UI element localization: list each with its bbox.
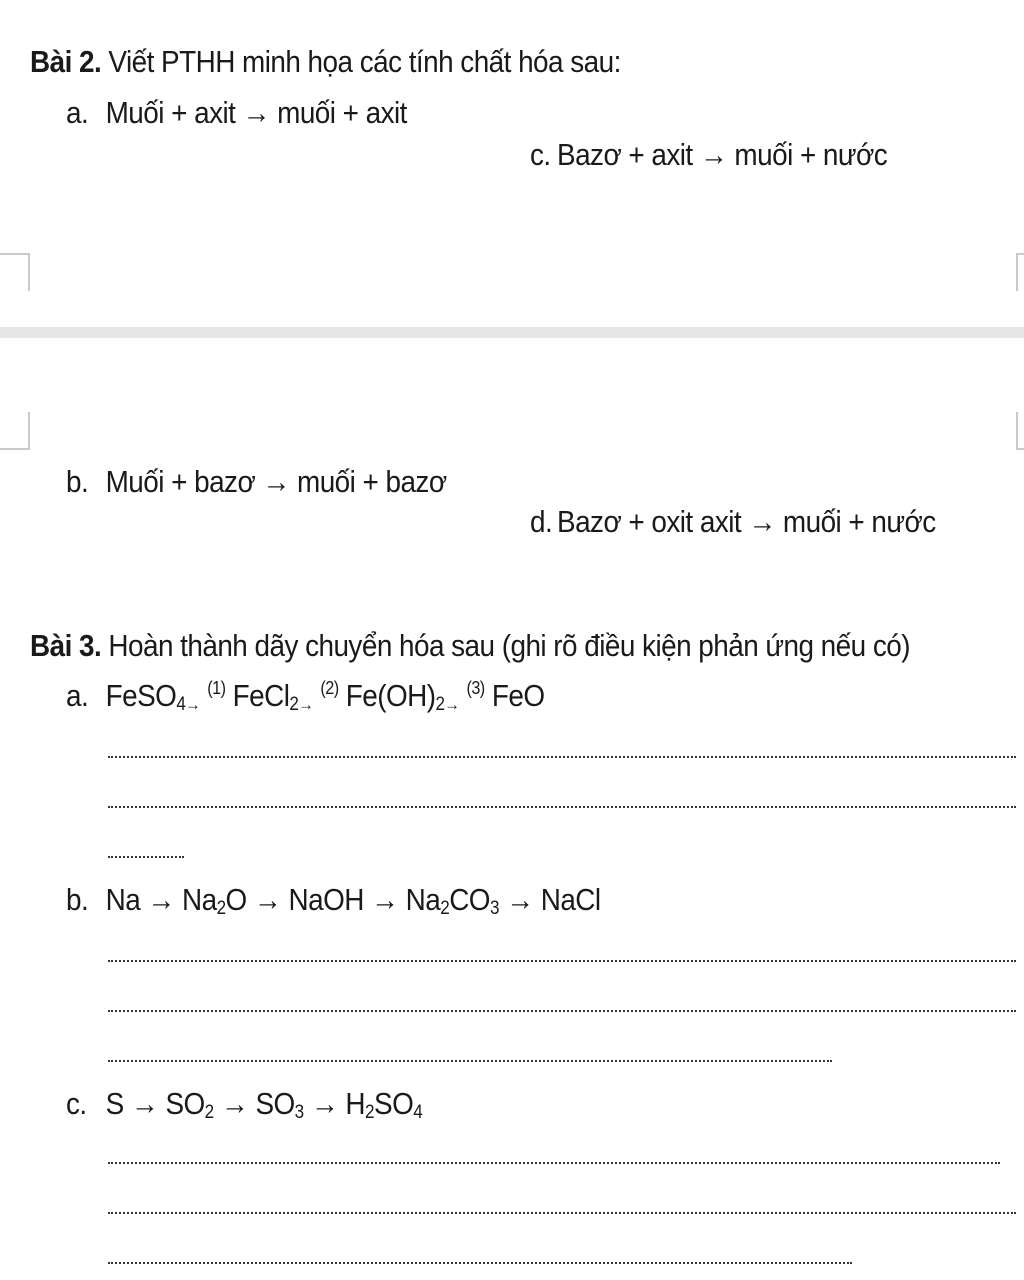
bai2-item-b	[66, 464, 447, 500]
answer-line-c3[interactable]	[108, 1262, 852, 1264]
answer-line-b1[interactable]	[108, 960, 1016, 962]
bai3-item-c	[66, 1086, 422, 1124]
bai2-b-text: Muối + bazơ → muối + bazơ	[105, 464, 447, 499]
bai2-c-text: Bazơ + axit → muối + nước	[557, 137, 888, 172]
bai3-c-label: c.	[66, 1086, 87, 1121]
bai3-a-n2: (2)	[320, 678, 339, 698]
bai3-a-s2-sub: 2	[289, 694, 299, 715]
bai3-c-p4-sub: 4	[413, 1102, 423, 1123]
bai3-a-arrow-2: →	[298, 695, 314, 714]
bai3-a-n3: (3)	[466, 678, 485, 698]
bai2-title-bold: Bài 2.	[30, 44, 102, 79]
bai3-title-text: Hoàn thành dãy chuyển hóa sau (ghi rõ điều kiện phản ứng nếu có)	[101, 628, 910, 663]
bai3-a-n1: (1)	[207, 678, 226, 698]
bai3-c-p3-sub: 2	[365, 1102, 375, 1123]
bai2-item-d	[530, 504, 936, 540]
bai3-a-label: a.	[66, 678, 89, 713]
bai3-a-s3: Fe(OH)	[345, 678, 436, 713]
answer-line-c1[interactable]	[108, 1162, 1000, 1164]
bai3-a-s1-sub: 4	[176, 694, 186, 715]
bai2-d-text: Bazơ + oxit axit → muối + nước	[557, 504, 936, 539]
bai3-b-p3: CO	[449, 882, 490, 917]
bai3-b-p3-sub: 3	[489, 898, 499, 919]
crop-mark-top-left	[0, 253, 30, 291]
bai2-title	[30, 44, 621, 80]
answer-line-c2[interactable]	[108, 1212, 1016, 1214]
bai2-item-c	[530, 137, 887, 173]
answer-line-a1[interactable]	[108, 756, 1016, 758]
page-break-gap	[0, 327, 1024, 338]
bai3-a-arrow-1: →	[185, 695, 201, 714]
bai2-a-label: a.	[66, 95, 89, 130]
bai3-c-p4: SO	[374, 1086, 414, 1121]
bai3-a-arrow-3: →	[444, 695, 460, 714]
bai3-item-b	[66, 882, 601, 920]
bai3-c-p2: → SO	[213, 1086, 295, 1121]
bai2-a-text: Muối + axit → muối + axit	[105, 95, 407, 130]
answer-line-a2[interactable]	[108, 806, 1016, 808]
bai3-b-p4: → NaCl	[498, 882, 601, 917]
bai2-b-label: b.	[66, 464, 89, 499]
bai3-a-s4: FeO	[491, 678, 545, 713]
bai3-a-s1: FeSO	[105, 678, 177, 713]
bai2-title-text: Viết PTHH minh họa các tính chất hóa sau:	[101, 44, 621, 79]
answer-line-a3[interactable]	[108, 856, 184, 858]
bai3-b-p2: O → NaOH → Na	[225, 882, 441, 917]
answer-line-b3[interactable]	[108, 1060, 832, 1062]
bai3-title	[30, 628, 910, 664]
bai3-b-p1: Na → Na	[105, 882, 217, 917]
bai3-b-p2-sub: 2	[440, 898, 450, 919]
bai2-c-label: c.	[530, 137, 551, 172]
bai3-title-bold: Bài 3.	[30, 628, 102, 663]
crop-mark-bottom-right	[1016, 412, 1024, 450]
bai2-d-label: d.	[530, 504, 553, 539]
bai3-a-s2: FeCl	[232, 678, 290, 713]
bai3-c-p2-sub: 3	[294, 1102, 304, 1123]
bai2-item-a	[66, 95, 407, 131]
bai3-b-label: b.	[66, 882, 89, 917]
bai3-c-p3: → H	[303, 1086, 366, 1121]
bai3-item-a	[66, 678, 545, 716]
crop-mark-top-right	[1016, 253, 1024, 291]
bai3-c-p1-sub: 2	[204, 1102, 214, 1123]
answer-line-b2[interactable]	[108, 1010, 1016, 1012]
crop-mark-bottom-left	[0, 412, 30, 450]
bai3-b-p1-sub: 2	[216, 898, 226, 919]
bai3-c-p1: S → SO	[105, 1086, 205, 1121]
bai3-a-s3-sub: 2	[435, 694, 445, 715]
